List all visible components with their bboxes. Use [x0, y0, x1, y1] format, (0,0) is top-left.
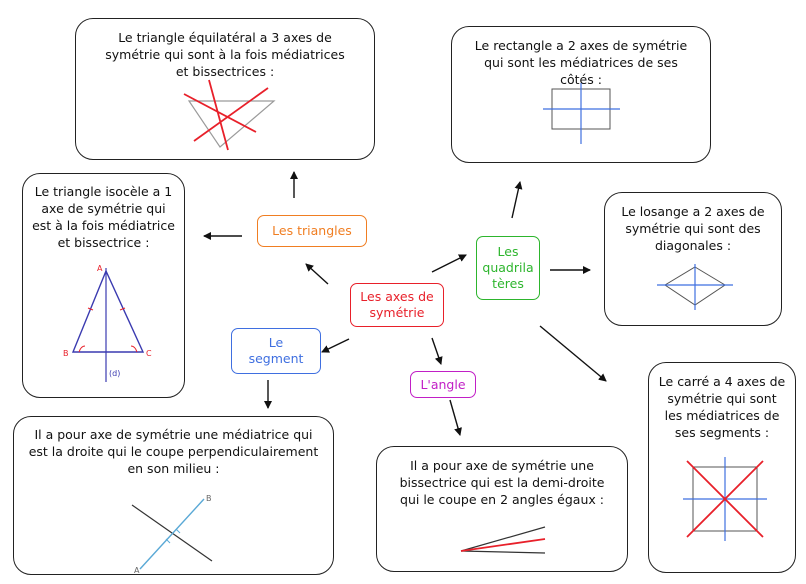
arrow-to-angle: [432, 338, 441, 364]
arrow-to-rectangle: [512, 182, 520, 218]
arrow-to-quadrilateres: [432, 255, 466, 272]
isocele-label-d: (d): [109, 369, 121, 378]
angle-figure: [455, 523, 551, 559]
branch-segment-label: Le segment: [248, 335, 304, 366]
equilateral-text: Le triangle équilatéral a 3 axes de symétrie qui sont à la fois médiatrices et bissectrices :: [105, 30, 345, 79]
branch-angle: [410, 371, 476, 398]
branch-segment: [231, 328, 321, 374]
isocele-figure: [53, 258, 168, 388]
losange-text: Le losange a 2 axes de symétrie qui sont des diagonales :: [621, 204, 765, 253]
arrow-to-angle-box: [450, 400, 460, 435]
arrow-to-carre: [540, 326, 606, 381]
isocele-box: [22, 173, 185, 398]
isocele-label-a: A: [97, 264, 103, 273]
isocele-label-b: B: [63, 349, 69, 358]
center-node-label: Les axes de symétrie: [360, 289, 434, 320]
segment-box: [13, 416, 334, 575]
isocele-label-c: C: [146, 349, 152, 358]
rectangle-text: Le rectangle a 2 axes de symétrie qui sont les médiatrices de ses côtés :: [474, 38, 688, 87]
rectangle-figure: [542, 82, 622, 146]
branch-triangles-label: Les triangles: [272, 223, 352, 238]
arrow-to-segment: [322, 339, 349, 352]
rectangle-box: [451, 26, 711, 163]
equilateral-figure: [176, 74, 286, 152]
losange-figure: [653, 263, 737, 313]
losange-box: [604, 192, 782, 326]
branch-quadrilateres: [476, 236, 540, 300]
carre-text: Le carré a 4 axes de symétrie qui sont les médiatrices de ses segments :: [658, 374, 786, 440]
segment-text: Il a pour axe de symétrie une médiatrice qui est la droite qui le coupe perpendiculairement en son milieu :: [28, 427, 319, 476]
carre-figure: [681, 455, 769, 543]
angle-text: Il a pour axe de symétrie une bissectrice qui est la demi-droite qui le coupe en 2 angles égaux :: [399, 458, 605, 507]
segment-figure: [124, 493, 224, 573]
segment-label-a: A: [134, 566, 140, 573]
arrow-to-triangles: [306, 264, 328, 284]
angle-box: [376, 446, 628, 572]
isocele-text: Le triangle isocèle a 1 axe de symétrie qui est à la fois médiatrice et bissectrice :: [32, 184, 175, 250]
branch-quadrilateres-label: Les quadrila tères: [482, 244, 534, 291]
equilateral-box: [75, 18, 375, 160]
branch-angle-label: L'angle: [420, 376, 466, 392]
carre-box: [648, 362, 796, 573]
branch-triangles: [257, 215, 367, 247]
segment-label-b: B: [206, 494, 212, 503]
center-node: [350, 283, 444, 327]
